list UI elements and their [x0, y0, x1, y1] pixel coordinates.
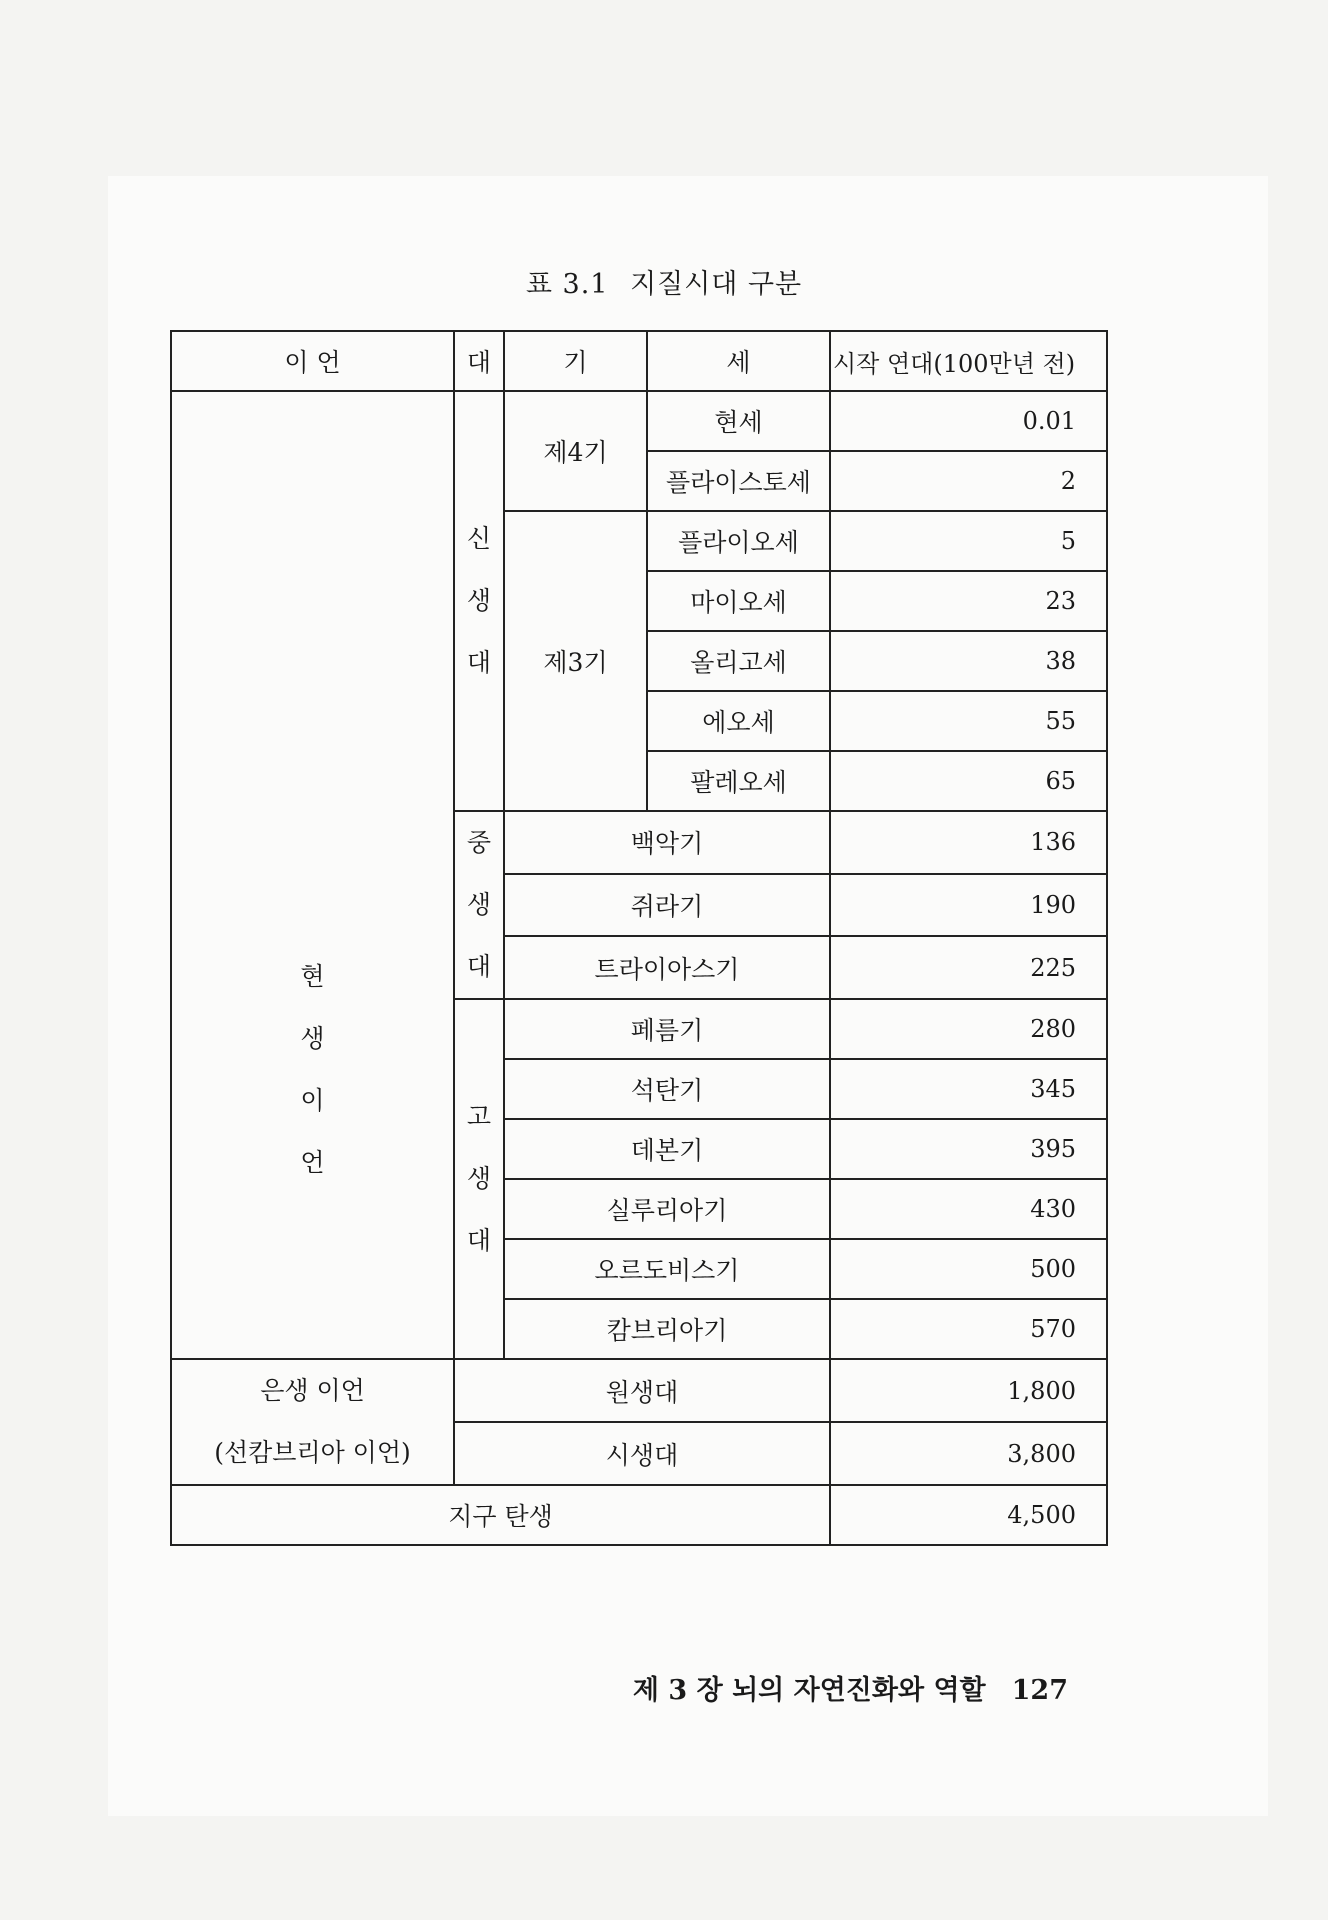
cryptozoic-eon-cell: 은생 이언 (선캄브리아 이언)	[171, 1359, 454, 1485]
epoch-name: 플라이오세	[647, 511, 830, 571]
epoch-name: 올리고세	[647, 631, 830, 691]
period-name: 실루리아기	[504, 1179, 830, 1239]
earth-birth-label: 지구 탄생	[171, 1485, 830, 1545]
table-caption	[0, 262, 1328, 301]
age-value: 1,800	[830, 1359, 1107, 1422]
age-value: 225	[830, 936, 1107, 999]
epoch-name: 현세	[647, 391, 830, 451]
age-value: 570	[830, 1299, 1107, 1359]
period-name: 석탄기	[504, 1059, 830, 1119]
paleozoic-era-cell: 고 생 대	[454, 999, 504, 1359]
phanerozoic-eon-cell: 현 생 이 언	[171, 391, 454, 1359]
table-number: 표 3.1	[525, 269, 609, 300]
epoch-name: 마이오세	[647, 571, 830, 631]
page-number: 127	[1011, 1675, 1068, 1706]
epoch-name: 팔레오세	[647, 751, 830, 811]
age-value: 55	[830, 691, 1107, 751]
header-row	[171, 331, 1107, 391]
epoch-name: 플라이스토세	[647, 451, 830, 511]
age-value: 2	[830, 451, 1107, 511]
epoch-name: 에오세	[647, 691, 830, 751]
age-value: 0.01	[830, 391, 1107, 451]
period-name: 캄브리아기	[504, 1299, 830, 1359]
age-value: 190	[830, 874, 1107, 937]
period-name: 오르도비스기	[504, 1239, 830, 1299]
age-value: 500	[830, 1239, 1107, 1299]
age-value: 3,800	[830, 1422, 1107, 1485]
age-value: 4,500	[830, 1485, 1107, 1545]
period-name: 쥐라기	[504, 874, 830, 937]
age-value: 5	[830, 511, 1107, 571]
tertiary-period-cell: 제3기	[504, 511, 647, 811]
period-name: 페름기	[504, 999, 830, 1059]
chapter-title: 제 3 장 뇌의 자연진화와 역할	[632, 1675, 986, 1706]
header-period: 기	[504, 331, 647, 391]
quaternary-period-cell: 제4기	[504, 391, 647, 511]
period-name: 백악기	[504, 811, 830, 874]
table-title: 지질시대 구분	[630, 269, 803, 300]
table-row	[171, 391, 1107, 451]
period-name: 데본기	[504, 1119, 830, 1179]
header-era: 대	[454, 331, 504, 391]
header-epoch: 세	[647, 331, 830, 391]
mesozoic-era-cell: 중 생 대	[454, 811, 504, 999]
header-eon: 이 언	[171, 331, 454, 391]
age-value: 38	[830, 631, 1107, 691]
age-value: 136	[830, 811, 1107, 874]
age-value: 395	[830, 1119, 1107, 1179]
geologic-time-table	[170, 330, 1108, 1546]
cenozoic-era-cell: 신 생 대	[454, 391, 504, 811]
period-name: 트라이아스기	[504, 936, 830, 999]
era-name: 원생대	[454, 1359, 830, 1422]
age-value: 345	[830, 1059, 1107, 1119]
age-value: 280	[830, 999, 1107, 1059]
age-value: 430	[830, 1179, 1107, 1239]
page-footer	[0, 1668, 1068, 1707]
table-row	[171, 1359, 1107, 1422]
header-age: 시작 연대(100만년 전)	[830, 331, 1107, 391]
age-value: 23	[830, 571, 1107, 631]
age-value: 65	[830, 751, 1107, 811]
table-row	[171, 1485, 1107, 1545]
era-name: 시생대	[454, 1422, 830, 1485]
